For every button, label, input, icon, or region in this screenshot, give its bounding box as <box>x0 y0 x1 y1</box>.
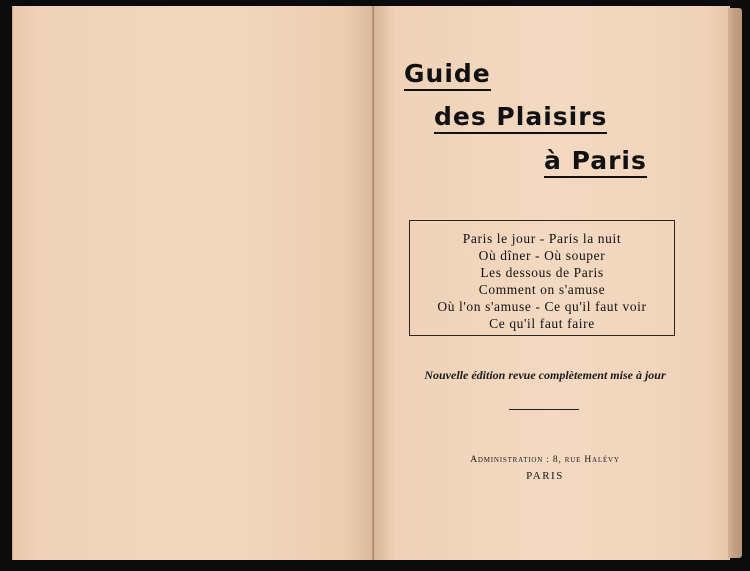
title-line-des-plaisirs: des Plaisirs <box>434 104 607 134</box>
contents-line: Où l'on s'amuse - Ce qu'il faut voir <box>437 299 647 314</box>
contents-line: Où dîner - Où souper <box>478 248 606 263</box>
edition-note: Nouvelle édition revue complètement mise à jour <box>424 368 666 382</box>
publisher-city: PARIS <box>526 470 564 482</box>
contents-line: Ce qu'il faut faire <box>489 316 595 331</box>
left-page <box>12 6 375 560</box>
bleed-through-text <box>73 228 333 252</box>
divider-rule <box>509 409 579 410</box>
contents-line: Les dessous de Paris <box>480 265 604 280</box>
contents-line: Paris le jour - Paris la nuit <box>462 231 622 246</box>
contents-box <box>409 220 675 336</box>
contents-line: Comment on s'amuse <box>478 282 606 297</box>
page-edges <box>728 8 742 558</box>
title-line-guide: Guide <box>404 61 491 91</box>
publisher-address: Administration : 8, rue Halévy <box>470 455 620 465</box>
title-line-a-paris: à Paris <box>544 148 647 178</box>
